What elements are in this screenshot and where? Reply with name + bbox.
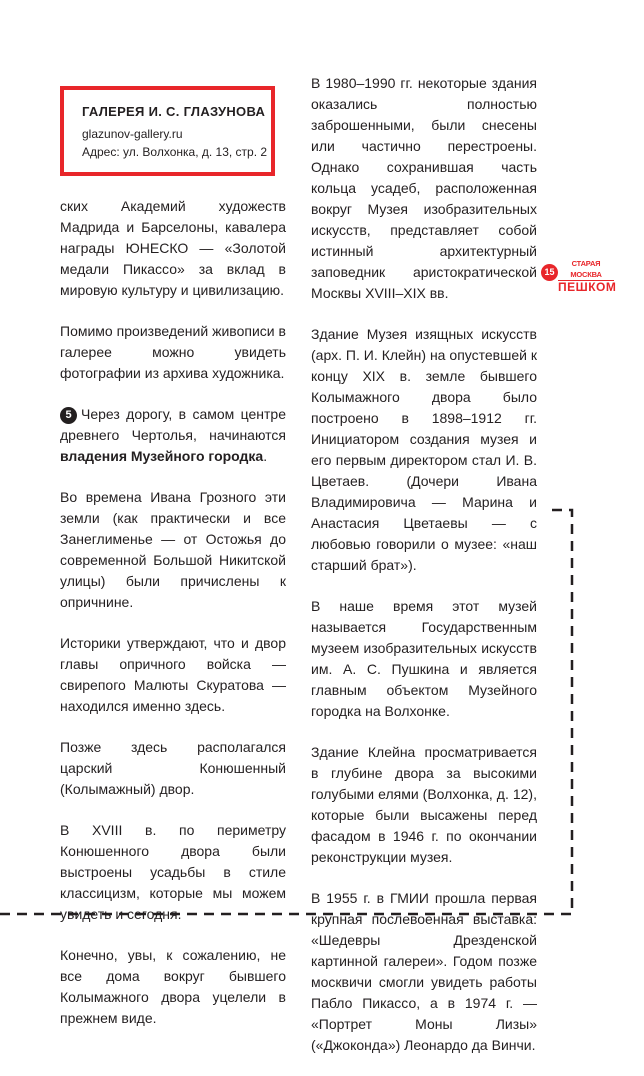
paragraph: Помимо произведений живописи в галерее можно увидеть фотографии из архива художника. — [60, 323, 286, 381]
paragraph: Во времена Ивана Грозного эти земли (как практически и все Занеглименье — от Остожья до современной Большой Никитской улицы) были причислены к опричнине. — [60, 489, 286, 610]
gallery-title: ГАЛЕРЕЯ И. С. ГЛАЗУНОВА — [82, 104, 266, 119]
logo-line-1: СТАРАЯ МОСКВА — [570, 259, 602, 279]
paragraph-end: . — [263, 448, 268, 464]
paragraph-bold-text: владения Музейного городка — [60, 448, 264, 464]
paragraph: В XVIII в. по периметру Конюшенного двора были выстроены усадьбы в стиле классицизм, которые мы можем увидеть и сегодня. — [60, 822, 286, 922]
paragraph: ских Академий художеств Мадрида и Барселоны, кавалера награды ЮНЕСКО — «Золотой медали Пикассо» за вклад в мировую культуру и цивилизацию. — [60, 198, 286, 298]
gallery-website: glazunov-gallery.ru — [82, 127, 183, 141]
paragraph: В 1980–1990 гг. некоторые здания оказались полностью заброшенными, были снесены или частично перестроены. Однако сохранившая часть кольца усадеб, расположенная вокруг Музея изобразительных искусств, представляет собой истинный архитектурный заповедник аристократической Москвы XVIII–XIX вв. — [311, 75, 537, 301]
paragraph: Позже здесь располагался царский Конюшенный (Колымажный) двор. — [60, 739, 286, 797]
paragraph-text: Через дорогу, в самом центре древнего Чертолья, начинаются — [60, 406, 286, 443]
gallery-address: Адрес: ул. Волхонка, д. 13, стр. 2 — [82, 145, 268, 159]
paragraph: Здание Музея изящных искусств (арх. П. И. Клейн) на опустевшей к концу XIX в. земле бывшего Колымажного двора было построено в 1898–1912 гг. Инициатором создания музея и его первым директором стал И. В. Цветаев. (Дочери Ивана Владимировича — Марина и Анастасия Цветаевы — с любовью говорили о музее: «наш старший брат»). — [311, 326, 537, 573]
paragraph: Конечно, увы, к сожалению, не все дома вокруг бывшего Колымажного двора уцелели в прежнем виде. — [60, 947, 286, 1026]
paragraph: Здание Клейна просматривается в глубине двора за высокими голубыми елями (Волхонка, д. 12), которые были высажены перед фасадом в 1946 г. по окончании реконструкции музея. — [311, 744, 537, 865]
page-number: 15 — [541, 264, 558, 281]
paragraph: Историки утверждают, что и двор главы опричного войска — свирепого Малюты Скуратова — находился именно здесь. — [60, 635, 286, 714]
paragraph: В наше время этот музей называется Государственным музеем изобразительных искусств им. А. С. Пушкина и является главным объектом Музейного городка на Волхонке. — [311, 598, 537, 719]
paragraph: В 1955 г. в ГМИИ прошла первая крупная послевоенная выставка: «Шедевры Дрезденской картинной галереи». Годом позже москвичи смогли увидеть работы Пабло Пикассо, а в 1974 г. — «Портрет Моны Лизы» («Джоконда») Леонардо да Винчи. — [311, 890, 537, 1053]
logo-line-2: ПЕШКОМ — [558, 280, 617, 294]
route-point-number-badge: 5 — [60, 407, 77, 424]
